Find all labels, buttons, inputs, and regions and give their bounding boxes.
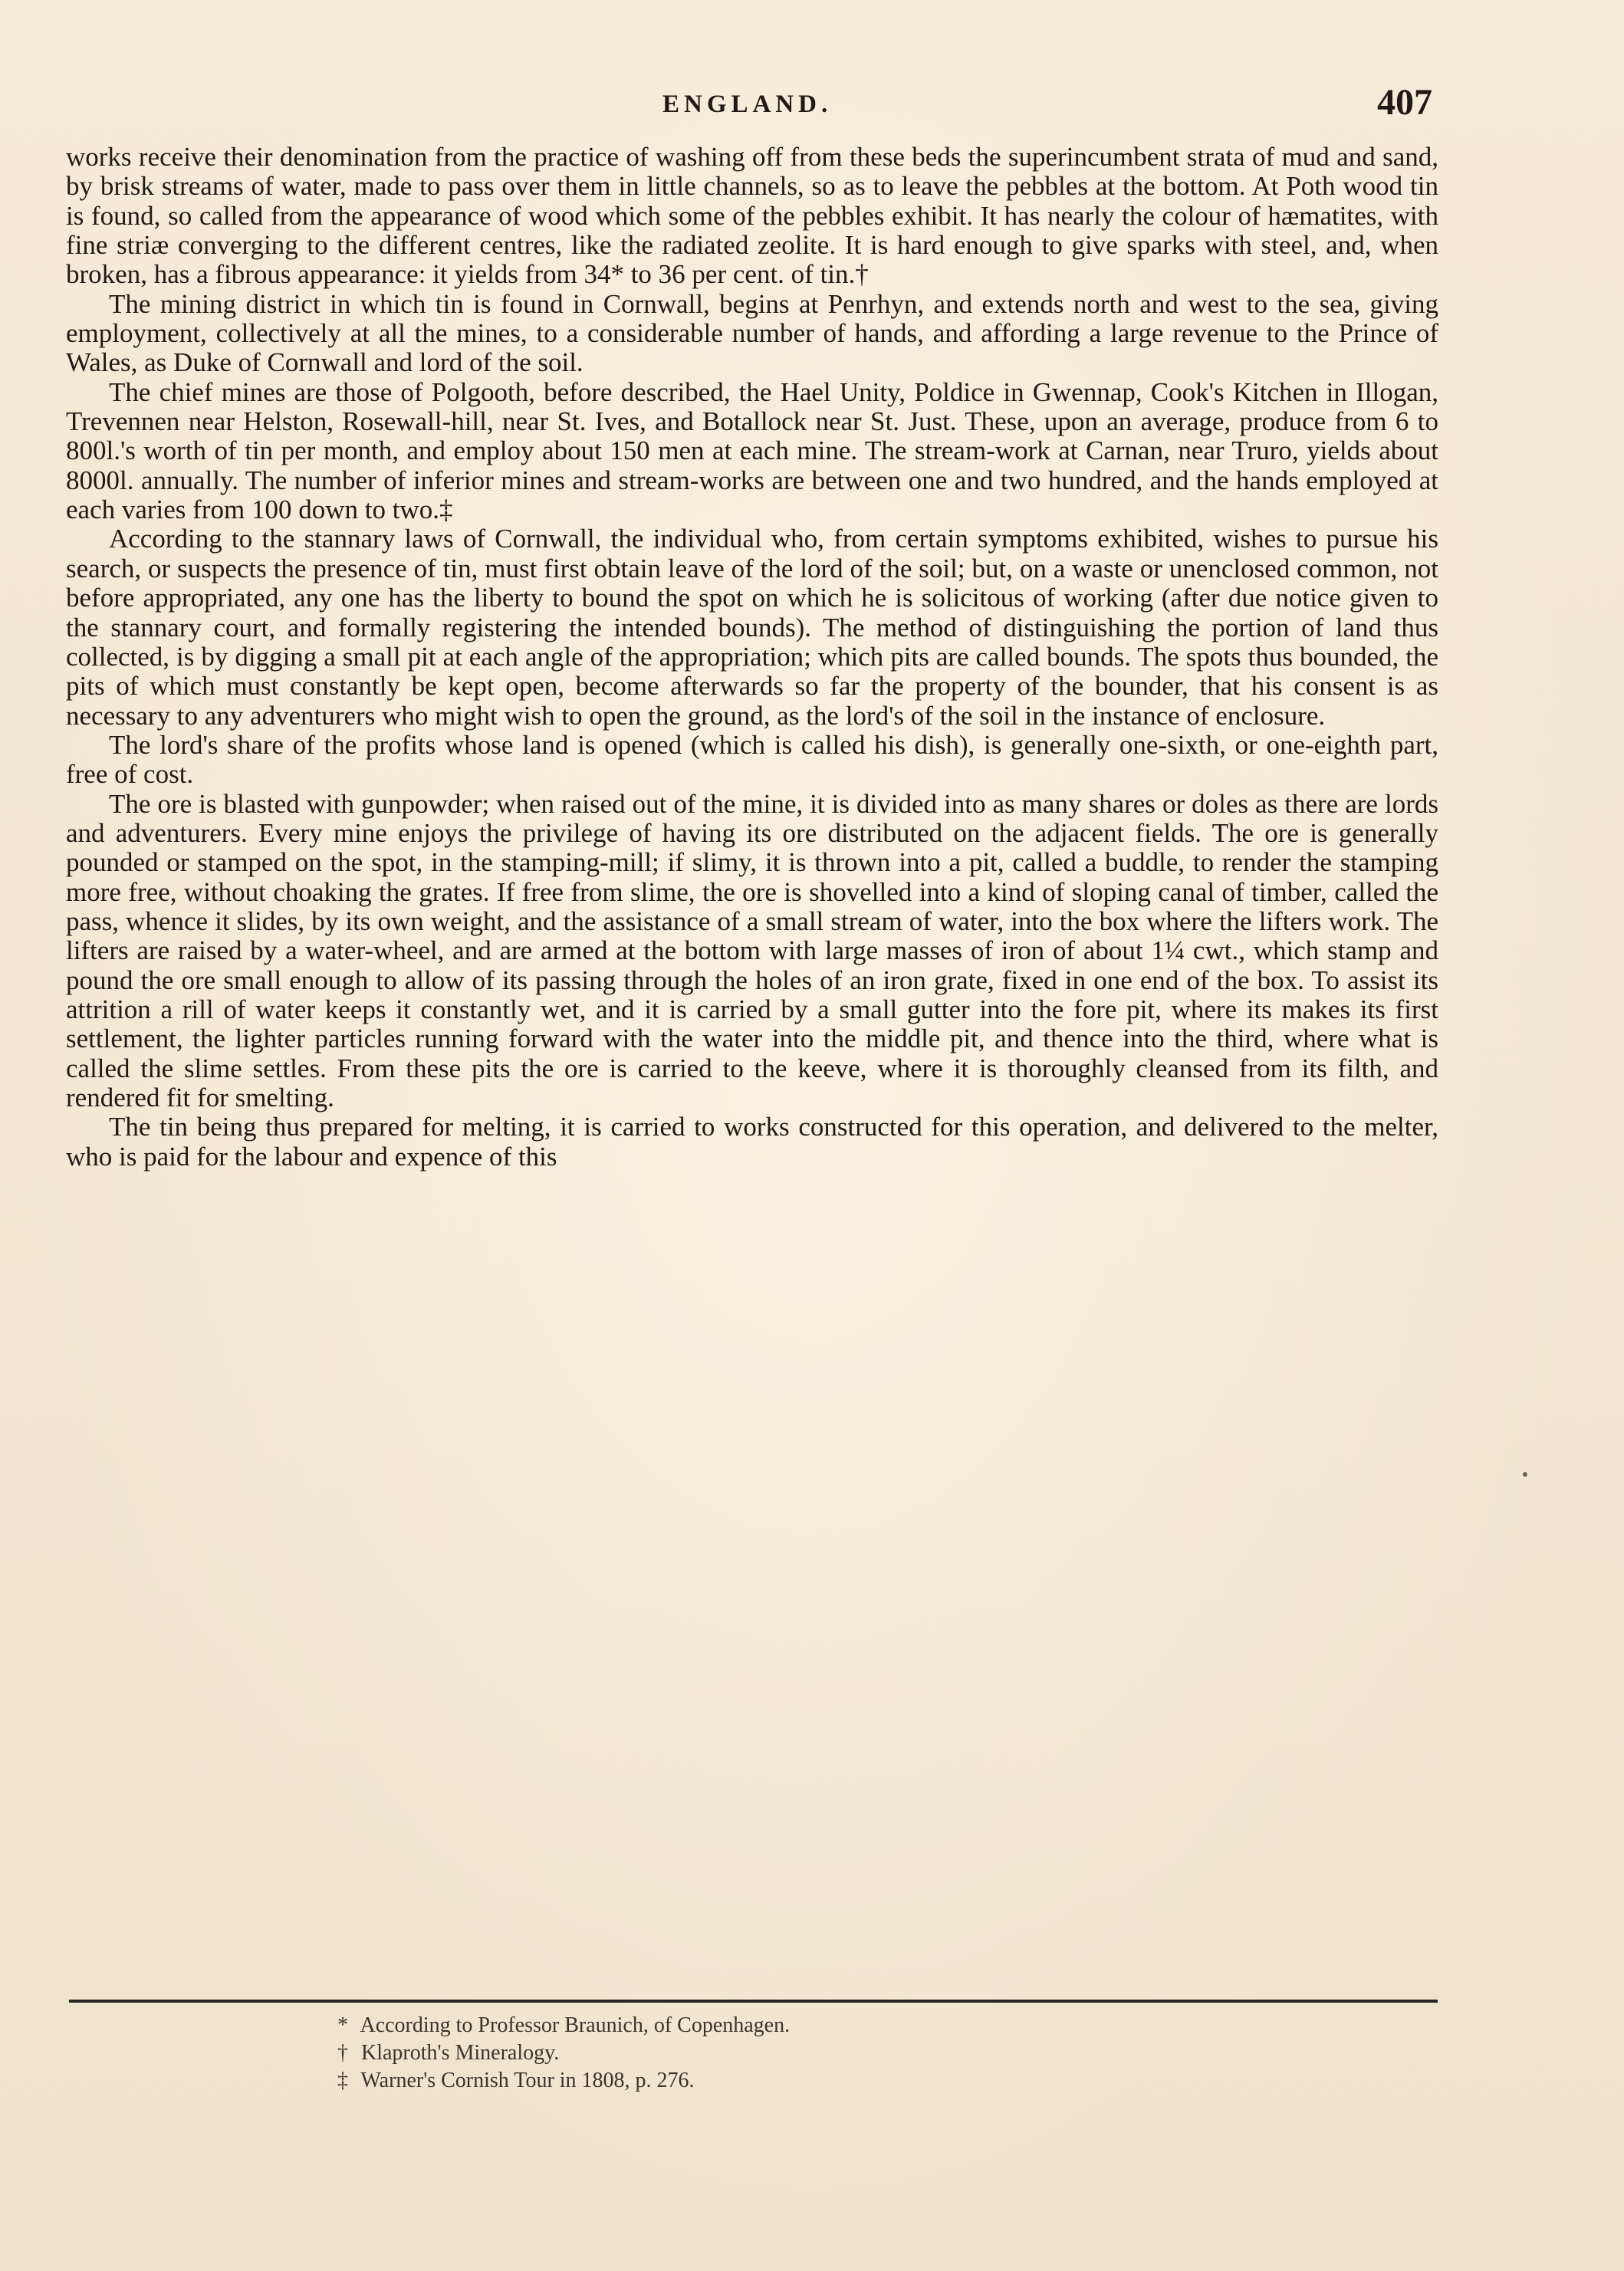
footnote-mark: †	[337, 2041, 348, 2065]
footnote	[337, 2039, 1027, 2067]
paragraph-lords-share: The lord's share of the profits whose land is opened (which is called his dish), is generally one-sixth, or one-eighth part, free of cost.	[66, 729, 1438, 790]
paragraph-tin-melting: The tin being thus prepared for melting, it is carried to works constructed for this operation, and delivered to the melter, who is paid for the labour and expence of this	[66, 1112, 1438, 1172]
page-header	[64, 77, 1445, 130]
footnote	[337, 2067, 1027, 2095]
footnote-mark: ‡	[337, 2069, 348, 2092]
footnote-divider	[69, 2000, 1438, 2003]
paragraph-stream-works: works receive their denomination from the practice of washing off from these beds the superincumbent strata of mud and sand, by brisk streams of water, made to pass over them in little channels, so as to leave the pebbles at the bottom. At Poth wood tin is found, so called from the appearance of wood which some of the pebbles exhibit. It has nearly the colour of hæmatites, with fine striæ converging to the different centres, like the radiated zeolite. It is hard enough to give sparks with steel, and, when broken, has a fibrous appearance: it yields from 34* to 36 per cent. of tin.†	[66, 142, 1438, 290]
footnote	[337, 2012, 1027, 2039]
paragraph-ore-processing: The ore is blasted with gunpowder; when raised out of the mine, it is divided into as many shares or doles as there are lords and adventurers. Every mine enjoys the privilege of having its ore distributed on the adjacent fields. The ore is generally pounded or stamped on the spot, in the stamping-mill; if slimy, it is thrown into a pit, called a buddle, to render the stamping more free, without choaking the grates. If free from slime, the ore is shovelled into a kind of sloping canal of timber, called the pass, whence it slides, by its own weight, and the assistance of a small stream of water, into the box where the lifters work. The lifters are raised by a water-wheel, and are armed at the bottom with large masses of iron of about 1¼ cwt., which stamp and pound the ore small enough to allow of its passing through the holes of an iron grate, fixed in one end of the box. To assist its attrition a rill of water keeps it constantly wet, and it is carried by a small gutter into the fore pit, where its makes its first settlement, the lighter particles running forward with the water into the middle pit, and thence into the third, where what is called the slime settles. From these pits the ore is carried to the keeve, where it is thoroughly cleansed from its filth, and rendered fit for smelting.	[66, 788, 1438, 1112]
footnote-text: According to Professor Braunich, of Copenhagen.	[360, 2013, 791, 2037]
body-text	[66, 143, 1438, 1172]
paragraph-chief-mines: The chief mines are those of Polgooth, before described, the Hael Unity, Poldice in Gwennap, Cook's Kitchen in Illogan, Trevennen near Helston, Rosewall-hill, near St. Ives, and Botallock near St. Just. These, upon an average, produce from 6 to 800l.'s worth of tin per month, and employ about 150 men at each mine. The stream-work at Carnan, near Truro, yields about 8000l. annually. The number of inferior mines and stream-works are between one and two hundred, and the hands employed at each varies from 100 down to two.‡	[66, 376, 1438, 525]
running-head: ENGLAND.	[662, 90, 833, 118]
footnotes	[337, 2012, 1027, 2095]
print-speck	[1523, 1472, 1527, 1477]
paragraph-mining-district: The mining district in which tin is found in Cornwall, begins at Penrhyn, and extends north and west to the sea, giving employment, collectively at all the mines, to a considerable number of hands, and affording a large revenue to the Prince of Wales, as Duke of Cornwall and lord of the soil.	[66, 288, 1438, 378]
paragraph-stannary-laws: According to the stannary laws of Cornwall, the individual who, from certain symptoms exhibited, wishes to pursue his search, or suspects the presence of tin, must first obtain leave of the lord of the soil; but, on a waste or unenclosed common, not before appropriated, any one has the liberty to bound the spot on which he is solicitous of working (after due notice given to the stannary court, and formally registering the intended bounds). The method of distinguishing the portion of land thus collected, is by digging a small pit at each angle of the appropriation; which pits are called bounds. The spots thus bounded, the pits of which must constantly be kept open, become afterwards so far the property of the bounder, that his consent is as necessary to any adventurers who might wish to open the ground, as the lord's of the soil in the instance of enclosure.	[66, 524, 1438, 731]
page-number: 407	[1377, 82, 1432, 123]
footnote-text: Klaproth's Mineralogy.	[361, 2041, 560, 2065]
footnote-text: Warner's Cornish Tour in 1808, p. 276.	[360, 2069, 695, 2092]
footnote-mark: *	[337, 2013, 348, 2037]
